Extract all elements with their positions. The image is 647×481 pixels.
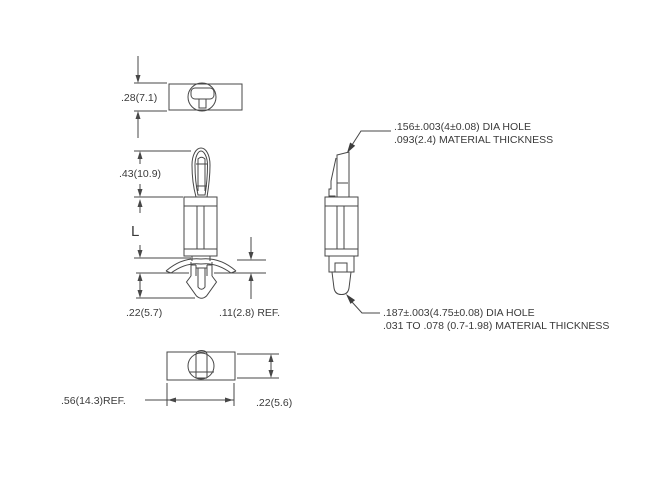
front-legs-slot — [198, 268, 205, 289]
front-view — [166, 148, 236, 298]
side-view — [325, 152, 358, 295]
dim-label-pin-length: .43(10.9) — [119, 168, 162, 180]
leader-bottom-arrowhead — [346, 294, 355, 304]
leader-top — [352, 131, 391, 145]
leader-top-arrowhead — [347, 143, 355, 154]
side-pin — [337, 152, 349, 197]
side-plug — [332, 272, 351, 295]
front-legs-barb — [187, 276, 217, 298]
dim-label-wing-gap: .11(2.8) REF. — [219, 307, 281, 319]
leader-bottom — [352, 302, 380, 313]
bottom-view-outline — [167, 352, 235, 380]
dim-label-bottom-height: .22(5.6) — [256, 397, 293, 409]
side-pin-arm — [329, 158, 336, 197]
dim-label-top-height: .28(7.1) — [121, 92, 158, 104]
dim-label-body-length: L — [131, 223, 140, 240]
callout-bottom-line2: .031 TO .078 (0.7-1.98) MATERIAL THICKNESS — [383, 320, 610, 332]
dim-label-leg-length: .22(5.7) — [126, 307, 163, 319]
bottom-view — [167, 351, 235, 381]
side-step — [329, 256, 354, 272]
side-view-callouts — [346, 121, 609, 332]
callout-top-line1: .156±.003(4±0.08) DIA HOLE — [394, 121, 532, 133]
top-view-dimension-height — [121, 56, 167, 138]
top-view-pin-cap — [191, 88, 214, 99]
callout-bottom-line1: .187±.003(4.75±0.08) DIA HOLE — [383, 307, 535, 319]
top-view — [169, 83, 242, 111]
callout-top-line2: .093(2.4) MATERIAL THICKNESS — [394, 134, 554, 146]
dim-label-bottom-width: .56(14.3)REF. — [61, 395, 126, 407]
